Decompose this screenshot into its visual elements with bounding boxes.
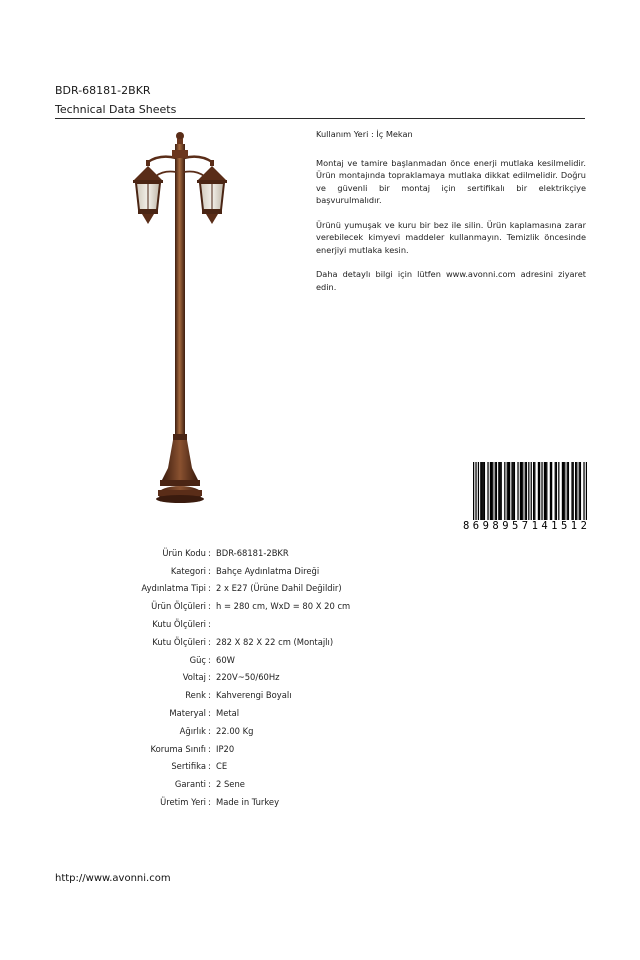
spec-label: Üretim Yeri	[160, 797, 206, 808]
spec-separator: :	[208, 779, 211, 790]
barcode-bar	[576, 462, 577, 520]
barcode-bar	[575, 462, 576, 520]
spec-row	[100, 669, 350, 687]
barcode-digit: 8	[463, 520, 470, 532]
spec-value: 60W	[216, 654, 235, 665]
spec-row	[100, 651, 350, 669]
barcode-digit: 1	[570, 520, 578, 532]
barcode-bar	[504, 462, 505, 520]
spec-value: CE	[216, 761, 228, 772]
barcode-bar	[583, 462, 584, 528]
barcode-digit: 5	[560, 520, 568, 532]
barcode-bar	[520, 462, 521, 520]
barcode-digit: 9	[482, 520, 489, 532]
cleaning-instructions-text: Ürünü yumuşak ve kuru bir bez ile silin. Ürün kaplamasına zarar verebilecek kimyevi maddeler kullanmayın. Temizlik öncesinde enerjiyi mutlaka kesin.	[316, 219, 586, 255]
spec-label: Aydınlatma Tipi	[141, 583, 206, 594]
barcode-bar	[568, 462, 569, 520]
spec-label: Sertifika	[171, 761, 206, 772]
barcode-digit: 5	[511, 520, 519, 532]
barcode-bar	[514, 462, 515, 520]
garden-lamp-pole-image	[120, 128, 240, 508]
spec-value: 2 x E27 (Ürüne Dahil Değildir)	[216, 583, 342, 594]
spec-separator: :	[208, 619, 211, 630]
barcode-bar	[483, 462, 484, 520]
barcode-bar	[480, 462, 481, 520]
spec-separator: :	[208, 743, 211, 754]
document-subtitle: Technical Data Sheets	[55, 103, 177, 116]
spec-row	[100, 544, 350, 562]
spec-value: 220V~50/60Hz	[216, 672, 280, 683]
barcode-bar	[541, 462, 542, 520]
barcode-bar	[579, 462, 580, 520]
product-barcode	[463, 462, 587, 534]
spec-separator: :	[208, 797, 211, 808]
barcode-bar	[521, 462, 522, 520]
barcode-bar	[580, 462, 581, 520]
barcode-bar	[564, 462, 565, 520]
barcode-bar	[528, 462, 529, 528]
spec-separator: :	[208, 690, 211, 701]
barcode-bar	[513, 462, 514, 520]
barcode-digit: 7	[521, 520, 529, 532]
barcode-bar	[492, 462, 493, 520]
spec-label: Koruma Sınıfı	[150, 743, 206, 754]
barcode-digit: 2	[580, 520, 587, 532]
spec-value: Made in Turkey	[216, 797, 280, 808]
barcode-bar	[551, 462, 552, 520]
product-code-heading: BDR-68181-2BKR	[55, 84, 151, 97]
barcode-digits	[463, 520, 587, 532]
barcode-bar	[490, 462, 491, 520]
spec-row	[100, 562, 350, 580]
barcode-bar	[481, 462, 482, 520]
usage-location-text: Kullanım Yeri : İç Mekan	[316, 129, 413, 139]
barcode-bar	[475, 462, 476, 528]
spec-separator: :	[208, 547, 211, 558]
barcode-digit: 4	[541, 520, 548, 532]
barcode-bar	[508, 462, 509, 520]
barcode-bar	[487, 462, 488, 520]
barcode-bar	[495, 462, 496, 520]
spec-separator: :	[208, 708, 211, 719]
spec-separator: :	[208, 583, 211, 594]
spec-row	[100, 740, 350, 758]
barcode-bar	[558, 462, 559, 520]
spec-value: Bahçe Aydınlatma Direği	[216, 565, 320, 576]
barcode-bar	[538, 462, 539, 520]
barcode-bar	[499, 462, 500, 520]
barcode-bar	[571, 462, 572, 520]
footer-website-url: http://www.avonni.com	[55, 873, 171, 884]
barcode-bar	[573, 462, 574, 520]
barcode-bar	[562, 462, 563, 520]
spec-value: Metal	[216, 708, 240, 719]
barcode-bar	[546, 462, 547, 520]
spec-separator: :	[208, 654, 211, 665]
barcode-bar	[544, 462, 545, 520]
barcode-bar	[526, 462, 527, 520]
barcode-bar	[556, 462, 557, 520]
barcode-bar	[545, 462, 546, 520]
spec-value: 282 X 82 X 22 cm (Montajlı)	[216, 636, 334, 647]
barcode-bar	[586, 462, 587, 528]
spec-separator: :	[208, 672, 211, 683]
spec-row	[100, 722, 350, 740]
spec-label: Güç	[189, 654, 206, 665]
spec-value: Kahverengi Boyalı	[216, 690, 292, 701]
spec-row	[100, 633, 350, 651]
barcode-bar	[517, 462, 518, 520]
spec-value: IP20	[216, 743, 235, 754]
barcode-bar	[563, 462, 564, 520]
website-info-text: Daha detaylı bilgi için lütfen www.avonni.com adresini ziyaret edin.	[316, 269, 586, 292]
spec-label: Kutu Ölçüleri	[152, 636, 206, 647]
barcode-bar	[501, 462, 502, 520]
spec-label: Materyal	[169, 708, 206, 719]
spec-separator: :	[208, 725, 211, 736]
barcode-digit: 9	[502, 520, 509, 532]
spec-label: Garanti	[174, 779, 206, 790]
spec-row	[100, 758, 350, 776]
spec-label: Kategori	[170, 565, 206, 576]
spec-separator: :	[208, 636, 211, 647]
barcode-digit: 8	[492, 520, 499, 532]
spec-row	[100, 580, 350, 598]
header-divider	[55, 118, 585, 119]
spec-separator: :	[208, 565, 211, 576]
barcode-bar	[491, 462, 492, 520]
spec-row	[100, 704, 350, 722]
spec-table	[100, 544, 350, 811]
barcode-bar	[555, 462, 556, 520]
spec-value: BDR-68181-2BKR	[216, 547, 289, 558]
barcode-bar	[534, 462, 535, 520]
spec-separator: :	[208, 601, 211, 612]
barcode-bar	[498, 462, 499, 520]
spec-label: Ağırlık	[179, 725, 206, 736]
spec-row	[100, 615, 350, 633]
spec-label: Renk	[185, 690, 206, 701]
barcode-bar	[522, 462, 523, 520]
spec-value: 22.00 Kg	[216, 725, 254, 736]
spec-label: Ürün Ölçüleri	[151, 601, 206, 612]
barcode-bar	[478, 462, 479, 520]
spec-row	[100, 686, 350, 704]
spec-separator: :	[208, 761, 211, 772]
barcode-bar	[567, 462, 568, 520]
spec-row	[100, 793, 350, 811]
barcode-digit: 1	[551, 520, 558, 532]
usage-info-block	[316, 128, 586, 305]
spec-row	[100, 597, 350, 615]
spec-value: h = 280 cm, WxD = 80 X 20 cm	[216, 601, 351, 612]
safety-instructions-text: Montaj ve tamire başlanmadan önce enerji mutlaka kesilmelidir. Ürün montajında topraklamaya mutlaka dikkat edilmelidir. Doğru ve güvenli bir montaj için sertifikalı bir elektrikçiye başvurulmalıdır.	[316, 157, 586, 205]
barcode-bar	[533, 462, 534, 520]
barcode-digit: 6	[472, 520, 480, 532]
barcode-bar	[484, 462, 485, 520]
spec-value: 2 Sene	[216, 779, 245, 790]
barcode-bar	[509, 462, 510, 520]
barcode-bar	[511, 462, 512, 520]
barcode-bar	[525, 462, 526, 520]
spec-label: Ürün Kodu	[162, 547, 206, 558]
barcode-bar	[507, 462, 508, 520]
spec-row	[100, 775, 350, 793]
barcode-digit: 1	[531, 520, 538, 532]
barcode-bar	[531, 462, 532, 528]
spec-label: Kutu Ölçüleri	[152, 619, 206, 630]
spec-label: Voltaj	[182, 672, 206, 683]
barcode-bar	[550, 462, 551, 520]
barcode-bar	[539, 462, 540, 520]
barcode-bar	[473, 462, 474, 528]
barcode-bar	[496, 462, 497, 520]
